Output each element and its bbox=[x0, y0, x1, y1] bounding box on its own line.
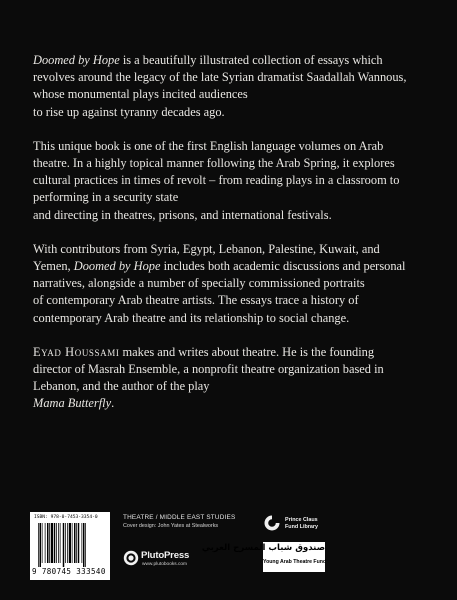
pluto-logo-icon bbox=[123, 550, 139, 566]
blurb-text bbox=[33, 52, 433, 430]
blurb-paragraph-1: Doomed by Hope is a beautifully illustrated collection of essays which revolves around the legacy of the late Syrian dramatist Saadallah Wannous, whose monumental plays incited audiences to rise up against tyranny decades ago. bbox=[33, 53, 407, 119]
author-name: Eyad Houssami bbox=[33, 344, 120, 359]
arab-fund-arabic: صندوق شباب المسرح العربي bbox=[201, 543, 325, 553]
subject-category: THEATRE / MIDDLE EAST STUDIES bbox=[123, 514, 236, 521]
cover-credit: Cover design: John Yates at Stealworks bbox=[123, 523, 219, 529]
author-bio: Eyad Houssami makes and writes about theatre. He is the founding director of Masrah Ensemble, a nonprofit theatre organization based in Lebanon, and the author of the play Mama Butterfly. bbox=[33, 344, 384, 411]
blurb-paragraph-3: With contributors from Syria, Egypt, Lebanon, Palestine, Kuwait, and Yemen, Doomed by Hope includes both academic discussions and personal narratives, alongside a number of specially commissioned portraits of contemporary Arab theatre artists. The essays trace a history of contemporary Arab theatre and its relationship to social change. bbox=[33, 241, 406, 325]
prince-claus-logo-icon bbox=[263, 514, 281, 532]
funder-name: Prince Claus Fund Library bbox=[285, 517, 318, 530]
arab-fund-english: Young Arab Theatre Fund bbox=[263, 559, 327, 565]
barcode-digits: 9 780745 333540 bbox=[32, 567, 106, 576]
publisher-name: PlutoPress bbox=[141, 550, 190, 561]
blurb-paragraph-2: This unique book is one of the first English language volumes on Arab theatre. In a highly topical manner following the Arab Spring, it explores cultural practices in times of revolt – from reading plays in a classroom to performing in a security state and directing in theatres, prisons, and international festivals. bbox=[33, 138, 400, 222]
publisher-url: www.plutobooks.com bbox=[142, 562, 188, 567]
book-title: Doomed by Hope bbox=[73, 259, 161, 274]
young-arab-theatre-fund-logo bbox=[201, 542, 327, 572]
book-title: Doomed by Hope bbox=[33, 53, 120, 67]
play-title: Mama Butterfly bbox=[33, 396, 112, 411]
isbn-label: ISBN: 978-0-7453-3354-0 bbox=[34, 515, 98, 520]
barcode-icon bbox=[38, 523, 104, 567]
isbn-barcode bbox=[30, 512, 110, 580]
cover-footer bbox=[30, 512, 430, 582]
